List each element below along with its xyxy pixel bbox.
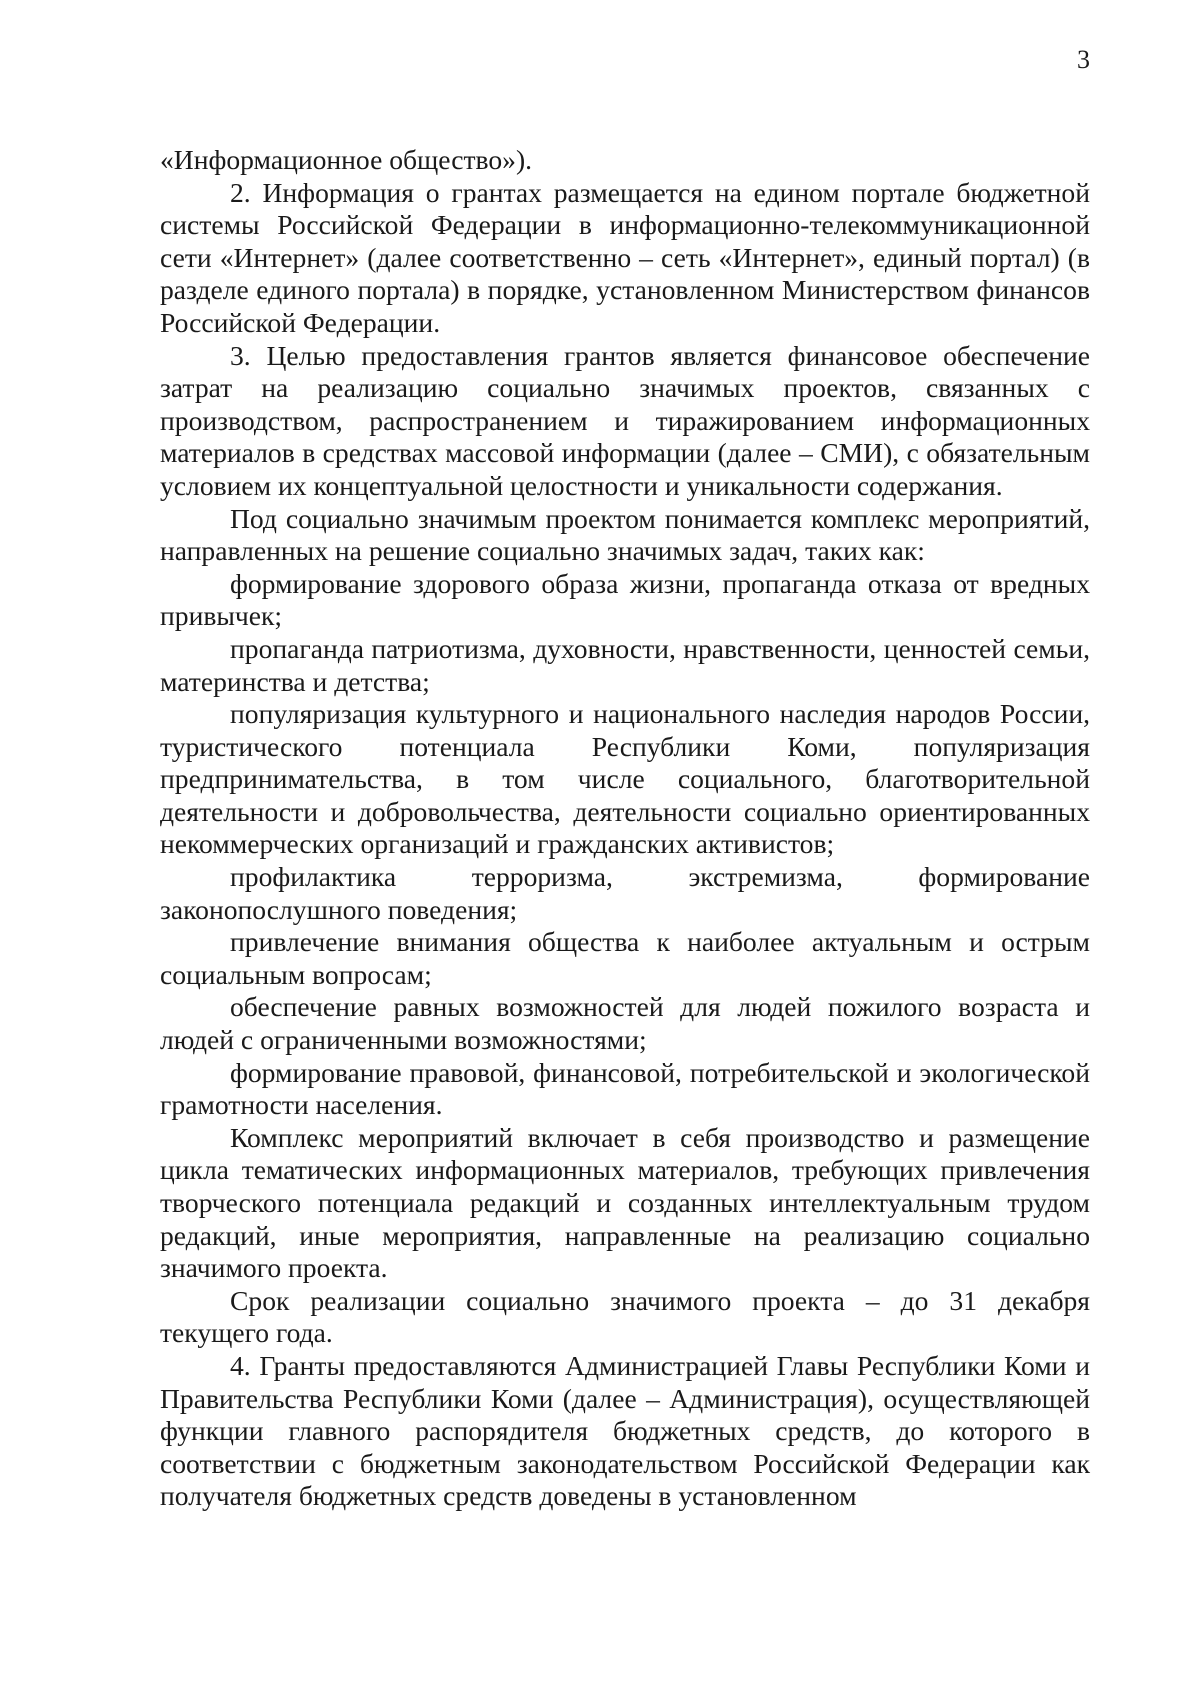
list-item: профилактика терроризма, экстремизма, формирование законопослушного поведения; xyxy=(160,861,1090,925)
page-number: 3 xyxy=(1077,45,1090,74)
paragraph: 3. Целью предоставления грантов является финансовое обеспечение затрат на реализацию социально значимых проектов, связанных с производством, распространением и тиражированием информационных материалов в средствах массовой информации (далее – СМИ), с обязательным условием их концептуальной целостности и уникальности содержания. xyxy=(160,339,1090,501)
list-item: привлечение внимания общества к наиболее актуальным и острым социальным вопросам; xyxy=(160,926,1090,990)
paragraph: Под социально значимым проектом понимается комплекс мероприятий, направленных на решение социально значимых задач, таких как: xyxy=(160,502,1090,567)
document-body xyxy=(160,144,1090,1513)
paragraph: Срок реализации социально значимого проекта – до 31 декабря текущего года. xyxy=(160,1284,1090,1349)
list-item: формирование правовой, финансовой, потребительской и экологической грамотности населения. xyxy=(160,1056,1090,1121)
paragraph: «Информационное общество»). xyxy=(160,144,533,175)
list-item: формирование здорового образа жизни, пропаганда отказа от вредных привычек; xyxy=(160,567,1090,632)
paragraph: Комплекс мероприятий включает в себя производство и размещение цикла тематических информационных материалов, требующих привлечения творческого потенциала редакций и созданных интеллектуальным трудом редакций, иные мероприятия, направленные на реализацию социально значимого проекта. xyxy=(160,1121,1090,1284)
paragraph: 2. Информация о грантах размещается на едином портале бюджетной системы Российской Федерации в информационно-телекоммуникационной сети «Интернет» (далее соответственно – сеть «Интернет», единый портал) (в разделе единого портала) в порядке, установленном Министерством финансов Российской Федерации. xyxy=(160,176,1090,338)
list-item: пропаганда патриотизма, духовности, нравственности, ценностей семьи, материнства и детства; xyxy=(160,632,1090,697)
list-item: обеспечение равных возможностей для людей пожилого возраста и людей с ограниченными возможностями; xyxy=(160,991,1090,1056)
list-item: популяризация культурного и национального наследия народов России, туристического потенциала Республики Коми, популяризация предпринимательства, в том числе социального, благотворительной деятельности и добровольчества, деятельности социально ориентированных некоммерческих организаций и гражданских активистов; xyxy=(160,698,1090,860)
paragraph: 4. Гранты предоставляются Администрацией Главы Республики Коми и Правительства Республики Коми (далее – Администрация), осуществляющей функции главного распорядителя бюджетных средств, до которого в соответствии с бюджетным законодательством Российской Федерации как получателя бюджетных средств доведены в установленном xyxy=(160,1349,1090,1512)
